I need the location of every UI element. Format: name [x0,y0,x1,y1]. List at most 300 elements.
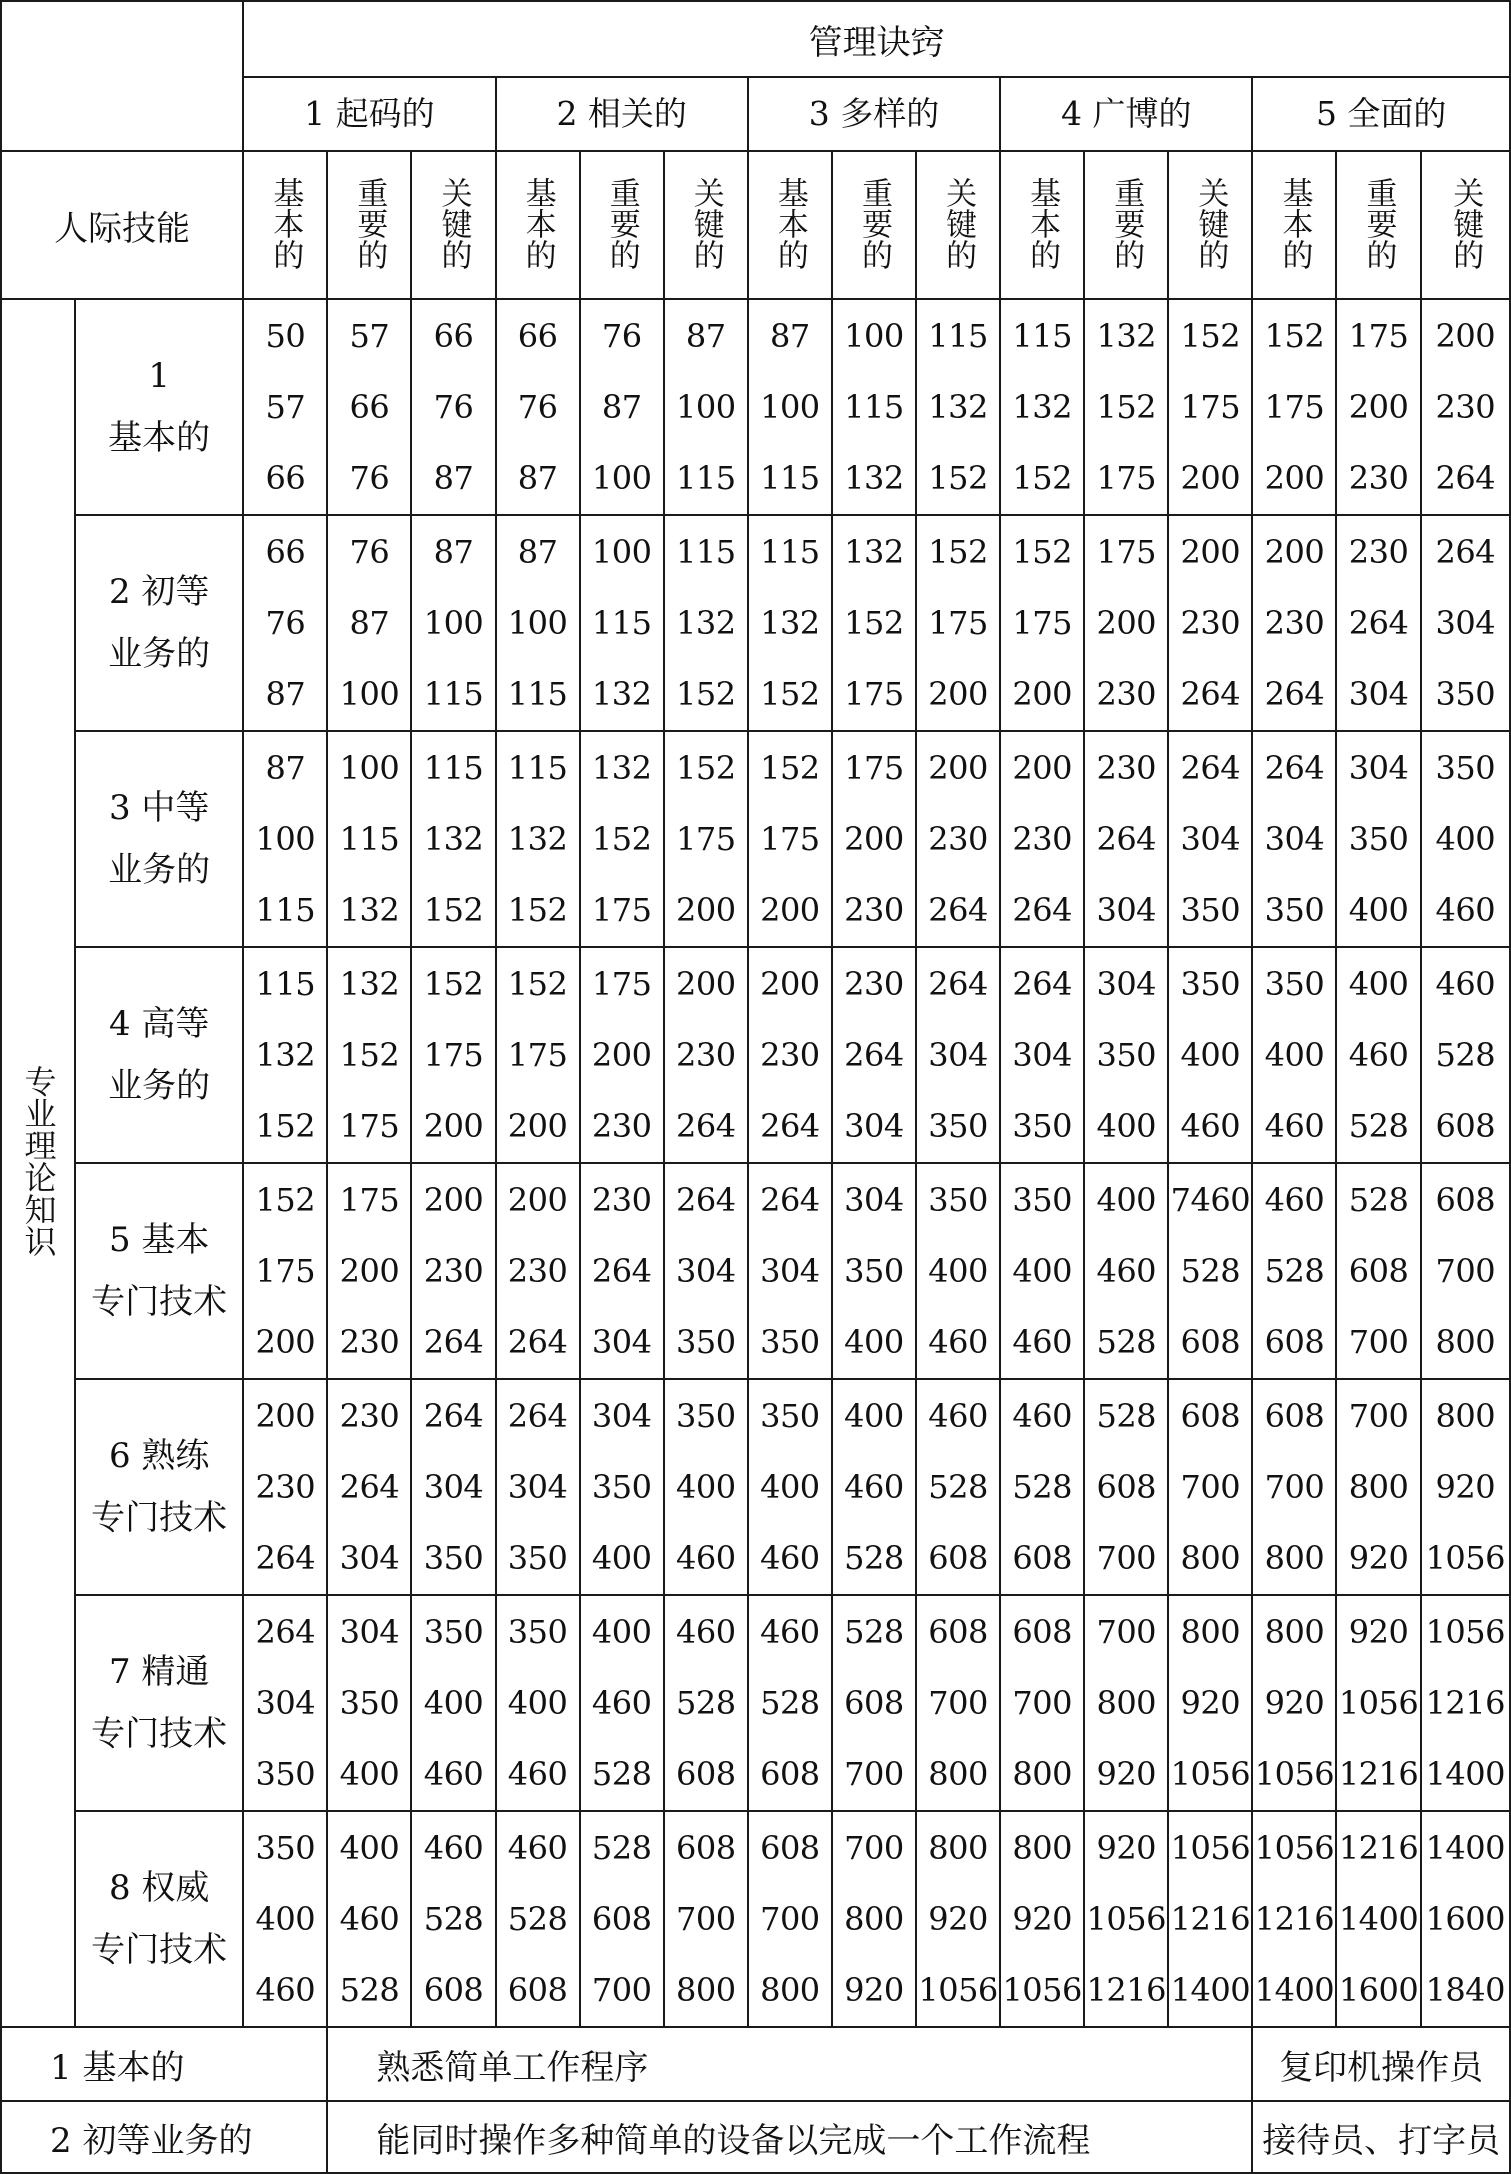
score-value: 264 [423,1396,484,1435]
score-value: 200 [507,1106,568,1145]
score-cell [243,1379,327,1595]
score-value: 230 [928,819,988,858]
score-value: 304 [591,1322,652,1361]
score-value: 115 [760,458,820,497]
score-cell [1000,1379,1084,1595]
score-cell [1000,1595,1084,1811]
score-value: 175 [760,819,820,858]
score-value: 400 [1096,1106,1157,1145]
score-value: 200 [423,1106,484,1145]
score-cell [916,1379,1000,1595]
table-row [1,947,1510,1163]
professional-knowledge-label: 专业理论知识 [19,1065,58,1257]
score-value: 1216 [1338,1828,1419,1867]
score-value: 76 [517,387,558,426]
score-value: 152 [255,1180,316,1219]
skill-level-label: 基本的 [771,176,808,270]
score-value: 528 [1096,1396,1157,1435]
score-value: 528 [423,1899,484,1938]
score-value: 200 [591,1035,652,1074]
score-value: 350 [760,1396,820,1435]
desc-text-2: 能同时操作多种简单的设备以完成一个工作流程 [327,2101,1252,2173]
skill-level-label: 关键的 [435,176,472,270]
score-value: 264 [507,1322,568,1361]
score-cell [243,299,327,515]
score-value: 350 [507,1612,568,1651]
score-value: 132 [928,387,988,426]
score-cell [1168,1379,1252,1595]
score-value: 528 [760,1683,820,1722]
score-value: 115 [1012,316,1072,355]
score-value: 152 [1012,532,1072,571]
score-value: 200 [675,890,736,929]
management-level-5: 5 全面的 [1252,77,1510,151]
score-value: 66 [433,316,474,355]
score-cell [916,1595,1000,1811]
score-value: 1400 [1425,1754,1505,1793]
score-value: 700 [844,1828,904,1867]
score-value: 200 [507,1180,568,1219]
score-value: 304 [255,1683,316,1722]
score-value: 87 [265,748,306,787]
score-value: 115 [591,603,652,642]
score-value: 175 [1180,387,1241,426]
score-value: 115 [339,819,400,858]
score-value: 460 [675,1538,736,1577]
score-value: 76 [349,532,390,571]
score-value: 200 [255,1322,316,1361]
score-cell [580,299,664,515]
score-value: 528 [507,1899,568,1938]
score-cell [580,1811,664,2027]
score-value: 175 [675,819,736,858]
score-value: 460 [1012,1396,1072,1435]
score-value: 1056 [1170,1754,1251,1793]
score-value: 175 [255,1251,316,1290]
skill-level-label: 重要的 [603,176,640,270]
score-value: 800 [760,1970,820,2009]
score-cell [580,731,664,947]
score-cell [580,1163,664,1379]
score-value: 700 [1348,1396,1409,1435]
score-value: 1400 [1170,1970,1251,2009]
score-value: 132 [339,964,400,1003]
score-value: 608 [1348,1251,1409,1290]
score-value: 920 [1348,1538,1409,1577]
score-value: 87 [770,316,810,355]
score-value: 1400 [1425,1828,1505,1867]
score-cell [1421,1595,1510,1811]
score-value: 528 [844,1612,904,1651]
score-value: 87 [685,316,726,355]
score-cell [1000,1811,1084,2027]
knowledge-level-line1: 7 精通 [108,1652,210,1692]
management-level-4: 4 广博的 [1000,77,1252,151]
score-value: 920 [1096,1754,1157,1793]
score-value: 230 [1012,819,1072,858]
score-value: 230 [675,1035,736,1074]
score-cell [1168,299,1252,515]
score-value: 175 [1012,603,1072,642]
score-value: 175 [1096,458,1157,497]
score-value: 1056 [1338,1683,1419,1722]
score-value: 700 [1096,1612,1157,1651]
score-value: 76 [265,603,306,642]
score-cell [1084,1811,1168,2027]
score-cell [916,1163,1000,1379]
score-cell [411,299,495,515]
score-value: 152 [423,890,484,929]
score-value: 100 [591,532,652,571]
score-value: 175 [591,890,652,929]
score-value: 400 [255,1899,316,1938]
management-know-how-title: 管理诀窍 [243,1,1510,77]
score-cell [1168,515,1252,731]
skill-level-header [1084,151,1168,299]
score-value: 528 [1096,1322,1157,1361]
score-value: 608 [1435,1106,1496,1145]
knowledge-level-line2: 业务的 [108,1066,211,1106]
skill-level-header [243,151,327,299]
score-value: 230 [423,1251,484,1290]
score-cell [1084,1163,1168,1379]
score-value: 230 [1180,603,1241,642]
score-value: 460 [760,1612,820,1651]
score-value: 350 [507,1538,568,1577]
score-cell [832,1811,916,2027]
score-value: 460 [507,1754,568,1793]
score-value: 400 [591,1612,652,1651]
knowledge-level-label [75,731,243,947]
score-value: 132 [255,1035,316,1074]
score-value: 175 [844,674,904,713]
score-value: 230 [1096,748,1157,787]
score-value: 350 [255,1754,316,1793]
score-value: 304 [844,1180,904,1219]
knowledge-side-label-cell [1,299,75,2027]
score-value: 460 [423,1754,484,1793]
score-value: 200 [1348,387,1409,426]
score-value: 304 [1012,1035,1072,1074]
score-value: 350 [1180,890,1241,929]
score-cell [580,515,664,731]
knowledge-level-label [75,947,243,1163]
knowledge-level-line1: 5 基本 [108,1220,210,1260]
score-cell [411,1379,495,1595]
score-value: 350 [1435,748,1496,787]
score-value: 200 [1096,603,1157,642]
score-value: 304 [339,1538,400,1577]
table-row [1,299,1510,515]
score-value: 1056 [1425,1538,1505,1577]
score-cell [1336,1595,1420,1811]
knowledge-level-line2: 专门技术 [91,1498,228,1538]
score-cell [496,1811,580,2027]
score-value: 304 [423,1467,484,1506]
score-value: 460 [1180,1106,1241,1145]
score-value: 152 [928,458,988,497]
score-cell [664,1811,748,2027]
score-value: 264 [1435,458,1496,497]
score-value: 800 [675,1970,736,2009]
score-cell [327,299,411,515]
score-value: 304 [1435,603,1496,642]
score-value: 264 [1012,964,1072,1003]
skill-level-label: 关键的 [940,176,977,270]
knowledge-level-label [75,1595,243,1811]
score-value: 400 [675,1467,736,1506]
score-value: 175 [1096,532,1157,571]
score-cell [1084,1379,1168,1595]
score-value: 264 [1012,890,1072,929]
score-value: 264 [1264,674,1325,713]
score-value: 200 [760,890,820,929]
score-value: 152 [423,964,484,1003]
score-cell [1000,515,1084,731]
score-value: 132 [844,458,904,497]
score-value: 608 [928,1538,988,1577]
score-cell [1168,731,1252,947]
score-value: 304 [591,1396,652,1435]
score-cell [411,947,495,1163]
score-value: 700 [1096,1538,1157,1577]
score-value: 920 [1180,1683,1241,1722]
score-cell [1336,1163,1420,1379]
score-value: 175 [844,748,904,787]
score-cell [1336,515,1420,731]
score-value: 304 [928,1035,988,1074]
score-value: 132 [1096,316,1157,355]
score-cell [327,1595,411,1811]
score-value: 132 [591,748,652,787]
score-value: 700 [1348,1322,1409,1361]
score-value: 400 [1264,1035,1325,1074]
score-value: 800 [1264,1538,1325,1577]
score-value: 152 [928,532,988,571]
score-value: 152 [675,748,736,787]
score-cell [1421,947,1510,1163]
score-value: 608 [844,1683,904,1722]
score-cell [243,1163,327,1379]
score-value: 264 [928,964,988,1003]
score-value: 400 [1435,819,1496,858]
score-value: 200 [1180,532,1241,571]
score-value: 200 [928,748,988,787]
score-value: 460 [255,1970,316,2009]
score-value: 920 [1435,1467,1496,1506]
score-cell [327,731,411,947]
score-value: 350 [928,1106,988,1145]
score-cell [1084,515,1168,731]
score-cell [832,299,916,515]
score-value: 400 [1096,1180,1157,1219]
score-cell [916,731,1000,947]
score-cell [1421,1379,1510,1595]
score-value: 350 [255,1828,316,1867]
score-value: 1056 [1254,1828,1335,1867]
score-value: 264 [1180,748,1241,787]
score-value: 87 [265,674,306,713]
score-cell [832,1163,916,1379]
score-value: 700 [1264,1467,1325,1506]
score-cell [327,1379,411,1595]
score-cell [580,1379,664,1595]
score-value: 87 [433,532,474,571]
score-value: 57 [349,316,390,355]
score-value: 350 [339,1683,400,1722]
knowledge-level-line1: 1 [148,356,170,396]
score-value: 76 [601,316,642,355]
skill-level-header [1168,151,1252,299]
skill-level-header [411,151,495,299]
score-cell [664,947,748,1163]
score-value: 528 [675,1683,736,1722]
score-value: 400 [760,1467,820,1506]
score-value: 350 [1264,964,1325,1003]
score-value: 115 [255,890,316,929]
score-value: 528 [1264,1251,1325,1290]
score-value: 350 [1348,819,1409,858]
score-cell [832,731,916,947]
score-value: 304 [760,1251,820,1290]
score-value: 800 [1012,1828,1072,1867]
score-cell [496,731,580,947]
score-value: 100 [339,748,400,787]
score-value: 350 [760,1322,820,1361]
score-cell [1421,1811,1510,2027]
score-value: 100 [255,819,316,858]
knowledge-level-label [75,1163,243,1379]
score-value: 230 [591,1106,652,1145]
score-value: 66 [517,316,558,355]
score-value: 920 [1348,1612,1409,1651]
score-value: 350 [591,1467,652,1506]
score-value: 175 [339,1106,400,1145]
score-value: 460 [1012,1322,1072,1361]
score-value: 200 [844,819,904,858]
score-value: 528 [591,1828,652,1867]
score-value: 200 [928,674,988,713]
score-value: 115 [760,532,820,571]
score-value: 608 [675,1754,736,1793]
score-value: 264 [255,1538,316,1577]
score-value: 528 [844,1538,904,1577]
score-cell [327,1811,411,2027]
score-value: 400 [928,1251,988,1290]
score-cell [1084,947,1168,1163]
knowledge-level-label [75,1811,243,2027]
score-value: 304 [1348,674,1409,713]
score-value: 132 [675,603,736,642]
score-value: 200 [1180,458,1241,497]
skill-level-header [580,151,664,299]
score-value: 800 [1435,1396,1496,1435]
score-value: 152 [1012,458,1072,497]
score-value: 264 [591,1251,652,1290]
score-cell [916,299,1000,515]
table-row [1,1811,1510,2027]
score-cell [496,515,580,731]
score-value: 700 [928,1683,988,1722]
score-value: 264 [507,1396,568,1435]
score-cell [664,1595,748,1811]
score-value: 350 [1180,964,1241,1003]
score-cell [1336,1811,1420,2027]
score-value: 76 [349,458,390,497]
score-cell [664,299,748,515]
score-value: 400 [423,1683,484,1722]
score-cell [748,1163,832,1379]
score-cell [411,1163,495,1379]
score-value: 304 [339,1612,400,1651]
score-value: 115 [844,387,904,426]
score-value: 608 [1180,1396,1241,1435]
table-row [1,1379,1510,1595]
score-value: 152 [591,819,652,858]
score-value: 132 [760,603,820,642]
score-cell [1336,1379,1420,1595]
score-cell [496,947,580,1163]
score-value: 115 [507,748,568,787]
score-value: 264 [760,1106,820,1145]
score-value: 230 [844,964,904,1003]
skill-level-header [664,151,748,299]
score-cell [243,515,327,731]
score-value: 152 [1264,316,1325,355]
score-value: 304 [507,1467,568,1506]
score-value: 528 [1180,1251,1241,1290]
score-cell [832,947,916,1163]
score-value: 100 [675,387,736,426]
score-value: 920 [928,1899,988,1938]
knowledge-level-line2: 业务的 [108,850,211,890]
score-value: 304 [1348,748,1409,787]
score-value: 700 [760,1899,820,1938]
score-value: 608 [760,1828,820,1867]
score-value: 100 [591,458,652,497]
score-cell [748,299,832,515]
score-value: 350 [928,1180,988,1219]
score-value: 350 [1264,890,1325,929]
score-value: 350 [423,1538,484,1577]
score-value: 152 [507,964,568,1003]
score-value: 87 [517,458,558,497]
score-value: 528 [1012,1467,1072,1506]
score-cell [1421,299,1510,515]
score-cell [496,1595,580,1811]
score-value: 1600 [1338,1970,1419,2009]
score-cell [664,1379,748,1595]
score-value: 800 [928,1828,988,1867]
score-cell [1252,1595,1336,1811]
score-value: 264 [1180,674,1241,713]
score-value: 115 [507,674,568,713]
score-value: 230 [1348,458,1409,497]
skill-level-label: 基本的 [1024,176,1061,270]
score-value: 460 [675,1612,736,1651]
score-value: 800 [1096,1683,1157,1722]
score-value: 57 [265,387,306,426]
score-cell [1421,1163,1510,1379]
score-value: 350 [675,1396,736,1435]
score-value: 608 [928,1612,988,1651]
score-value: 460 [1264,1180,1325,1219]
knowledge-level-line1: 4 高等 [108,1004,210,1044]
score-value: 528 [928,1467,988,1506]
score-value: 264 [760,1180,820,1219]
score-cell [1336,299,1420,515]
score-value: 608 [591,1899,652,1938]
